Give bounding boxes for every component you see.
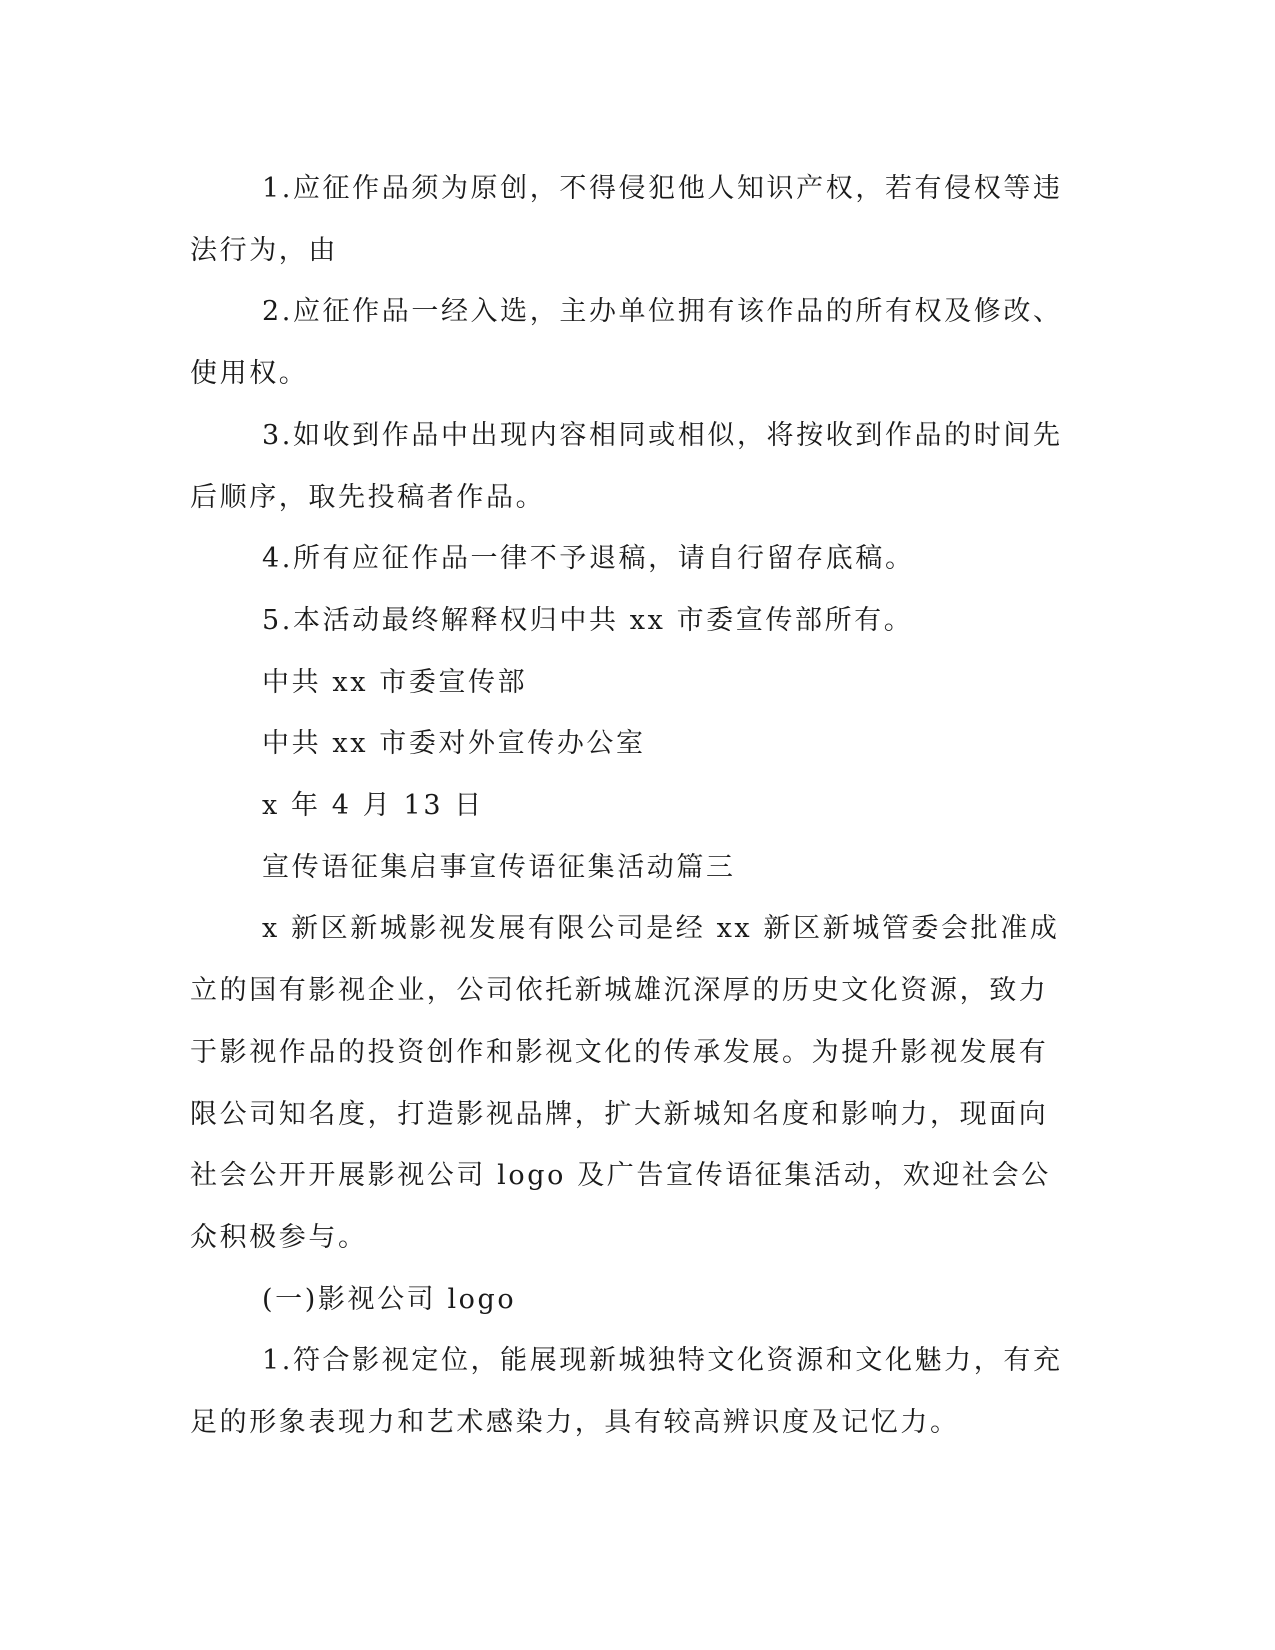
signature-office: 中共 xx 市委对外宣传办公室 <box>262 728 646 760</box>
signature-date: x 年 4 月 13 日 <box>262 790 484 822</box>
clause-4: 4.所有应征作品一律不予退稿，请自行留存底稿。 <box>262 543 915 575</box>
clause-1: 1.应征作品须为原创，不得侵犯他人知识产权，若有侵权等违法行为，由 <box>190 173 1063 266</box>
logo-requirement-1: 1.符合影视定位，能展现新城独特文化资源和文化魅力，有充足的形象表现力和艺术感染力，具有较高辨识度及记忆力。 <box>190 1345 1063 1439</box>
clause-5: 5.本活动最终解释权归中共 xx 市委宣传部所有。 <box>262 604 914 636</box>
clause-3: 3.如收到作品中出现内容相同或相似，将按收到作品的时间先后顺序，取先投稿者作品。 <box>190 419 1063 513</box>
signature-department: 中共 xx 市委宣传部 <box>262 666 528 698</box>
intro-paragraph: x 新区新城影视发展有限公司是经 xx 新区新城管委会批准成立的国有影视企业，公司依托新城雄沉深厚的历史文化资源，致力于影视作品的投资创作和影视文化的传承发展。为提升影视发展有限公司知名度，打造影视品牌，扩大新城知名度和影响力，现面向社会公开开展影视公司 logo 及广告宣传语征集活动，欢迎社会公众积极参与。 <box>190 913 1060 1253</box>
document-body <box>190 158 1065 1454</box>
clause-2: 2.应征作品一经入选，主办单位拥有该作品的所有权及修改、使用权。 <box>190 296 1063 390</box>
subsection-heading: (一)影视公司 logo <box>262 1283 517 1315</box>
section-heading: 宣传语征集启事宣传语征集活动篇三 <box>262 851 736 883</box>
